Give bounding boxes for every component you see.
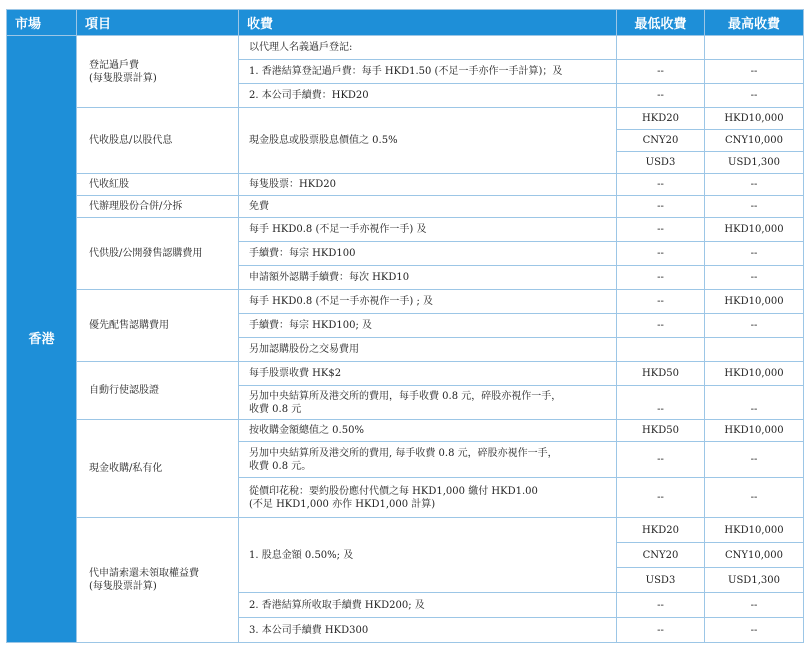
- min-fee: --: [617, 266, 705, 290]
- table-row: [7, 196, 804, 218]
- max-fee: USD1,300: [705, 152, 804, 174]
- max-fee: --: [705, 442, 804, 478]
- fee-desc: 每隻股票：HKD20: [239, 174, 617, 196]
- table-row: [7, 362, 804, 386]
- item-warrant-exercise: 自動行使認股證: [77, 362, 239, 420]
- max-fee: HKD10,000: [705, 108, 804, 130]
- max-fee: --: [705, 60, 804, 84]
- max-fee: --: [705, 314, 804, 338]
- min-fee: --: [617, 314, 705, 338]
- table-row: [7, 518, 804, 543]
- max-fee: CNY10,000: [705, 543, 804, 568]
- market-cell: 香港: [7, 36, 77, 643]
- max-fee: --: [705, 84, 804, 108]
- table-row: [7, 36, 804, 60]
- max-fee: --: [705, 266, 804, 290]
- fee-desc: 2. 香港結算所收取手續費 HKD200; 及: [239, 593, 617, 618]
- min-fee: --: [617, 442, 705, 478]
- fee-desc: 現金股息或股票股息價值之 0.5%: [239, 108, 617, 174]
- max-fee: --: [705, 242, 804, 266]
- header-min: 最低收費: [617, 10, 705, 36]
- fee-desc: 每手 HKD0.8 (不足一手亦視作一手) 及: [239, 218, 617, 242]
- fee-desc: 另加中央結算所及港交所的費用, 每手收費 0.8 元，碎股亦視作一手， 收費 0.8 元。: [239, 442, 617, 478]
- min-fee: HKD50: [617, 362, 705, 386]
- min-fee: USD3: [617, 152, 705, 174]
- min-fee: CNY20: [617, 130, 705, 152]
- min-fee: --: [617, 196, 705, 218]
- header-fee: 收費: [239, 10, 617, 36]
- max-fee: --: [705, 196, 804, 218]
- item-preferential-offer: 優先配售認購費用: [77, 290, 239, 362]
- table-row: [7, 218, 804, 242]
- min-fee: --: [617, 218, 705, 242]
- min-fee: --: [617, 60, 705, 84]
- min-fee: --: [617, 386, 705, 420]
- max-fee: --: [705, 618, 804, 643]
- item-cash-offer: 現金收購/私有化: [77, 420, 239, 518]
- fee-desc: 每手股票收費 HK$2: [239, 362, 617, 386]
- fee-desc: 2. 本公司手續費：HKD20: [239, 84, 617, 108]
- header-item: 項目: [77, 10, 239, 36]
- max-fee: HKD10,000: [705, 290, 804, 314]
- max-fee: [705, 338, 804, 362]
- item-registration: 登記過戶費 (每隻股票計算): [77, 36, 239, 108]
- fee-desc: 申請額外認購手續費：每次 HKD10: [239, 266, 617, 290]
- header-max: 最高收費: [705, 10, 804, 36]
- table-header: [7, 10, 804, 36]
- fee-desc: 另加認購股份之交易費用: [239, 338, 617, 362]
- fee-desc: 每手 HKD0.8 (不足一手亦視作一手) ; 及: [239, 290, 617, 314]
- table-row: [7, 108, 804, 130]
- min-fee: --: [617, 618, 705, 643]
- fee-desc: 手續費：每宗 HKD100: [239, 242, 617, 266]
- min-fee: --: [617, 290, 705, 314]
- fee-desc: 免費: [239, 196, 617, 218]
- fee-desc: 3. 本公司手續費 HKD300: [239, 618, 617, 643]
- max-fee: HKD10,000: [705, 218, 804, 242]
- max-fee: --: [705, 174, 804, 196]
- header-market: 市場: [7, 10, 77, 36]
- fee-desc: 另加中央結算所及港交所的費用，每手收費 0.8 元，碎股亦視作一手， 收費 0.8 元: [239, 386, 617, 420]
- max-fee: --: [705, 386, 804, 420]
- min-fee: [617, 338, 705, 362]
- item-split: 代辦理股份合併/分拆: [77, 196, 239, 218]
- min-fee: CNY20: [617, 543, 705, 568]
- min-fee: --: [617, 593, 705, 618]
- max-fee: --: [705, 593, 804, 618]
- max-fee: [705, 36, 804, 60]
- min-fee: --: [617, 84, 705, 108]
- fee-desc: 從價印花稅：要約股份應付代價之每 HKD1,000 繳付 HKD1.00 (不足 HKD1,000 亦作 HKD1,000 計算): [239, 478, 617, 518]
- min-fee: --: [617, 478, 705, 518]
- fee-desc: 以代理人名義過戶登記:: [239, 36, 617, 60]
- fee-desc: 1. 股息金額 0.50%; 及: [239, 518, 617, 593]
- min-fee: HKD20: [617, 108, 705, 130]
- min-fee: HKD20: [617, 518, 705, 543]
- item-bonus: 代收紅股: [77, 174, 239, 196]
- min-fee: --: [617, 174, 705, 196]
- max-fee: HKD10,000: [705, 518, 804, 543]
- fee-desc: 手續費：每宗 HKD100; 及: [239, 314, 617, 338]
- max-fee: USD1,300: [705, 568, 804, 593]
- table-row: [7, 290, 804, 314]
- min-fee: --: [617, 242, 705, 266]
- fee-table: [6, 9, 804, 643]
- max-fee: HKD10,000: [705, 420, 804, 442]
- item-unclaimed-entitlement: 代申請索還未領取權益費 (每隻股票計算): [77, 518, 239, 643]
- max-fee: CNY10,000: [705, 130, 804, 152]
- fee-desc: 按收購金額總值之 0.50%: [239, 420, 617, 442]
- table-row: [7, 420, 804, 442]
- max-fee: HKD10,000: [705, 362, 804, 386]
- item-rights-issue: 代供股/公開發售認購費用: [77, 218, 239, 290]
- fee-desc: 1. 香港結算登記過戶費：每手 HKD1.50 (不足一手亦作一手計算)；及: [239, 60, 617, 84]
- min-fee: [617, 36, 705, 60]
- item-dividend: 代收股息/以股代息: [77, 108, 239, 174]
- max-fee: --: [705, 478, 804, 518]
- table-row: [7, 174, 804, 196]
- min-fee: USD3: [617, 568, 705, 593]
- min-fee: HKD50: [617, 420, 705, 442]
